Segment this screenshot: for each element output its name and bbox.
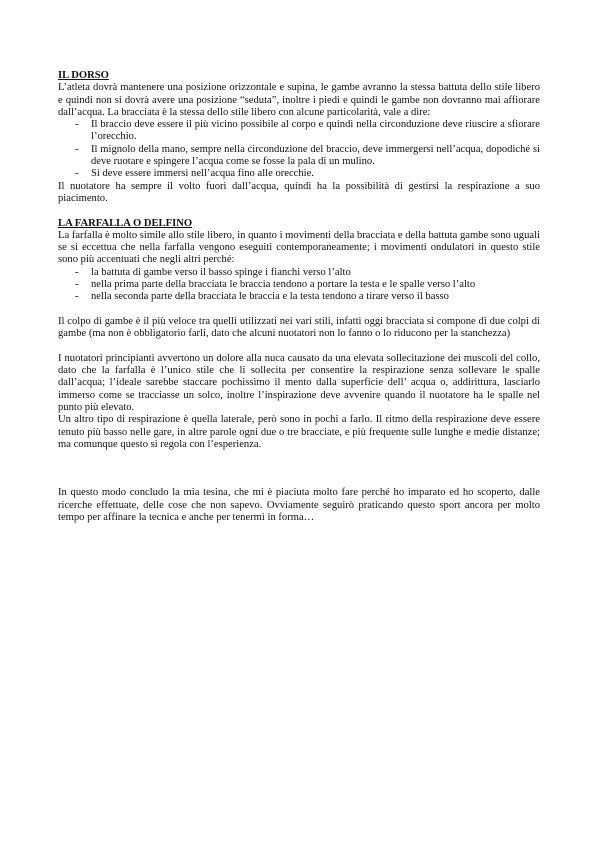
bullet-dash: -	[75, 279, 79, 291]
farfalla-respirazione-paragraph: Un altro tipo di respirazione è quella laterale, però sono in pochi a farlo. Il ritmo della respirazione deve essere tenuto più basso nelle gare, in altre parole ogni due o tre bracciate, e più frequente sulle lunghe e medie distanze; ma comunque questo si regola con l’esperienza.	[58, 414, 540, 450]
farfalla-principianti-paragraph: I nuotatori principianti avvertono un dolore alla nuca causato da una elevata sollecitazione dei muscoli del collo, dato che la farfalla è l’unico stile che li sollecita per consentire la respirazione senza sollevare le spalle dall’acqua; l’ideale sarebbe staccare pochissimo il mento dalla superficie dell’ acqua o, addirittura, lasciarlo immerso come se tracciasse un solco, inoltre l’inspirazione deve avvenire quando il nuotatore ha le spalle nel punto più elevato.	[58, 352, 540, 414]
spacer	[58, 205, 540, 217]
section-conclusione	[58, 487, 540, 524]
list-item-text: nella prima parte della bracciata le braccia tendono a portare la testa e le spalle verso l’alto	[91, 279, 476, 291]
farfalla-colpo-paragraph: Il colpo di gambe è il più veloce tra quelli utilizzati nei vari stili, infatti oggi bracciata si compone di due colpi di gambe (ma non è obbligatorio farli, dato che alcuni nuotatori non lo fanno o lo riducono per la stanchezza)	[58, 315, 540, 340]
bullet-dash: -	[75, 143, 79, 155]
document-page	[58, 70, 540, 524]
list-item-text: Il mignolo della mano, sempre nella circonduzione del braccio, deve immergersi nell’acqua, dopodiché si deve ruotare e spingere l’acqua come se fosse la pala di un mulino.	[91, 143, 540, 168]
list-item	[58, 168, 540, 180]
section-dorso	[58, 70, 540, 205]
farfalla-intro-paragraph: La farfalla è molto simile allo stile libero, in quanto i movimenti della bracciata e della battuta gambe sono uguali se si eccettua che nella farfalla vengono eseguiti contemporaneamente; i movimenti ondulatori in questo stile sono più accentuati che negli altri perché:	[58, 229, 540, 266]
list-item-text: Il braccio deve essere il più vicino possibile al corpo e quindi nella circonduzione deve riuscire a sfiorare l’orecchio.	[91, 119, 540, 143]
bullet-dash: -	[75, 168, 79, 180]
list-item-text: la battuta di gambe verso il basso spinge i fianchi verso l’alto	[91, 266, 351, 278]
spacer	[58, 451, 540, 487]
list-item	[58, 119, 540, 144]
list-item	[58, 279, 540, 291]
list-item	[58, 291, 540, 303]
bullet-dash: -	[75, 291, 79, 303]
dorso-closing-paragraph: Il nuotatore ha sempre il volto fuori dall’acqua, quindi ha la possibilità di gestirsi la respirazione a suo piacimento.	[58, 180, 540, 204]
list-item-text: Si deve essere immersi nell’acqua fino alle orecchie.	[91, 168, 314, 180]
dorso-intro-paragraph: L’atleta dovrà mantenere una posizione orizzontale e supina, le gambe avranno la stessa battuta dello stile libero e quindi non si dovrà avere una posizione “seduta”, inoltre i piedi e quindi le gambe non dovranno mai affiorare dall’acqua. La bracciata è la stessa dello stile libero con alcune particolarità, vale a dire:	[58, 82, 540, 118]
list-item	[58, 267, 540, 279]
section-title-farfalla: LA FARFALLA O DELFINO	[58, 217, 193, 229]
bullet-dash: -	[75, 266, 79, 278]
spacer	[58, 341, 540, 353]
farfalla-bullet-list	[58, 267, 540, 304]
list-item-text: nella seconda parte della bracciata le braccia e la testa tendono a tirare verso il basso	[91, 291, 449, 303]
conclusion-paragraph: In questo modo concludo la mia tesina, che mi è piaciuta molto fare perché ho imparato ed ho scoperto, dalle ricerche effettuate, delle cose che non sapevo. Ovviamente seguirò praticando questo sport ancora per molto tempo per affinare la tecnica e anche per tenermi in forma…	[58, 487, 540, 523]
list-item	[58, 144, 540, 169]
section-title-dorso: IL DORSO	[58, 70, 109, 81]
dorso-bullet-list	[58, 119, 540, 180]
section-farfalla	[58, 218, 540, 452]
bullet-dash: -	[75, 119, 79, 131]
spacer	[58, 304, 540, 316]
